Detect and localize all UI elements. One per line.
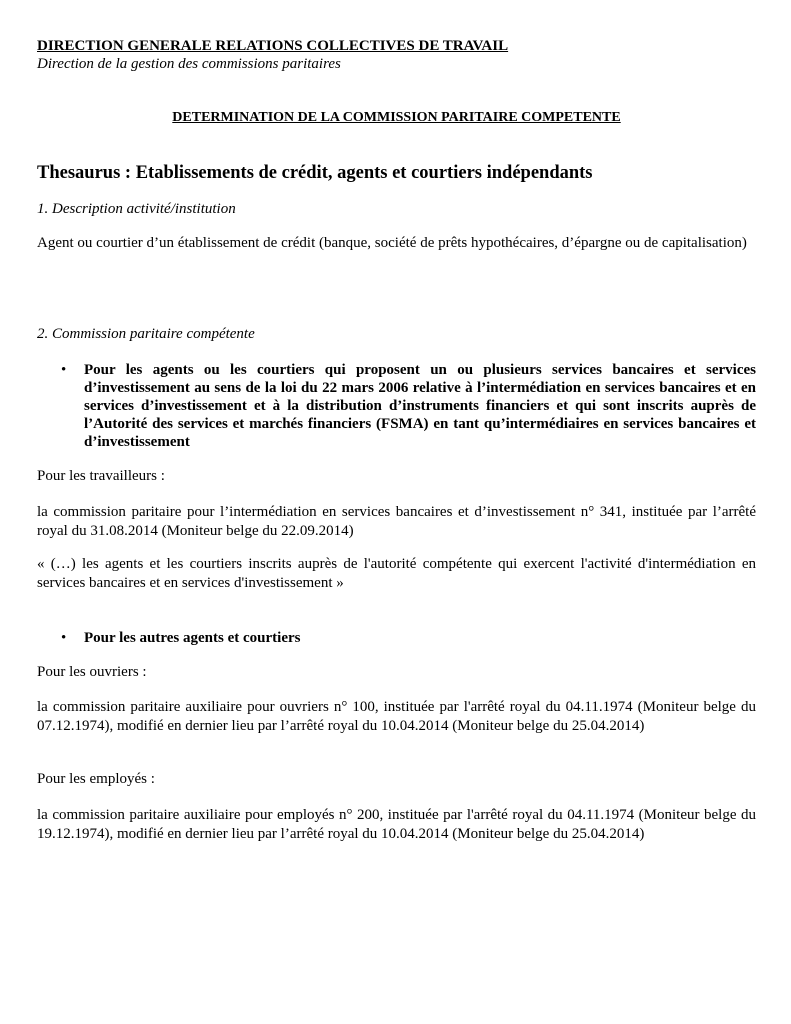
section2-heading: 2. Commission paritaire compétente: [37, 326, 255, 342]
commission-scope-quote: « (…) les agents et les courtiers inscrits auprès de l'autorité compétente qui exercent l'activité d'intermédiation en services bancaires et en services d'investissement »: [37, 556, 756, 591]
workers-label: Pour les travailleurs :: [37, 468, 165, 484]
section1-heading: 1. Description activité/institution: [37, 201, 236, 217]
thesaurus-heading: Thesaurus : Etablissements de crédit, agents et courtiers indépendants: [37, 163, 593, 183]
bullet-text: Pour les agents ou les courtiers qui proposent un ou plusieurs services bancaires et services d’investissement au sens de la loi du 22 mars 2006 relative à l’intermédiation en services bancaires et en services d’investissement et à la distribution d’instruments financiers et qui sont inscrits auprès de l’Autorité des services et marchés financiers (FSMA) en tant qu’intermédiaires en services bancaires et d’investissement: [84, 362, 756, 450]
bullet-icon: •: [61, 630, 67, 646]
bullet-icon: •: [61, 362, 67, 378]
blue-collar-label: Pour les ouvriers :: [37, 664, 147, 680]
section1-description: Agent ou courtier d’un établissement de crédit (banque, société de prêts hypothécaires, d’épargne ou de capitalisation): [37, 235, 747, 251]
employees-commission-text: la commission paritaire auxiliaire pour employés n° 200, instituée par l'arrêté royal du 04.11.1974 (Moniteur belge du 19.12.1974), modifié en dernier lieu par l’arrêté royal du 10.04.2014 (Moniteur belge du 25.04.2014): [37, 807, 756, 842]
document-title: DETERMINATION DE LA COMMISSION PARITAIRE COMPETENTE: [172, 110, 621, 125]
blue-collar-commission-text: la commission paritaire auxiliaire pour ouvriers n° 100, instituée par l'arrêté royal du 04.11.1974 (Moniteur belge du 07.12.1974), modifié en dernier lieu par l’arrêté royal du 10.04.2014 (Moniteur belge du 25.04.2014): [37, 699, 756, 734]
workers-commission-text: la commission paritaire pour l’intermédiation en services bancaires et d’investissement n° 341, instituée par l’arrêté royal du 31.08.2014 (Moniteur belge du 22.09.2014): [37, 504, 756, 539]
org-title: DIRECTION GENERALE RELATIONS COLLECTIVES DE TRAVAIL: [37, 38, 509, 54]
document-page: [37, 0, 756, 1024]
employees-label: Pour les employés :: [37, 771, 155, 787]
bullet-text: Pour les autres agents et courtiers: [84, 630, 301, 646]
org-subtitle: Direction de la gestion des commissions paritaires: [37, 56, 341, 72]
